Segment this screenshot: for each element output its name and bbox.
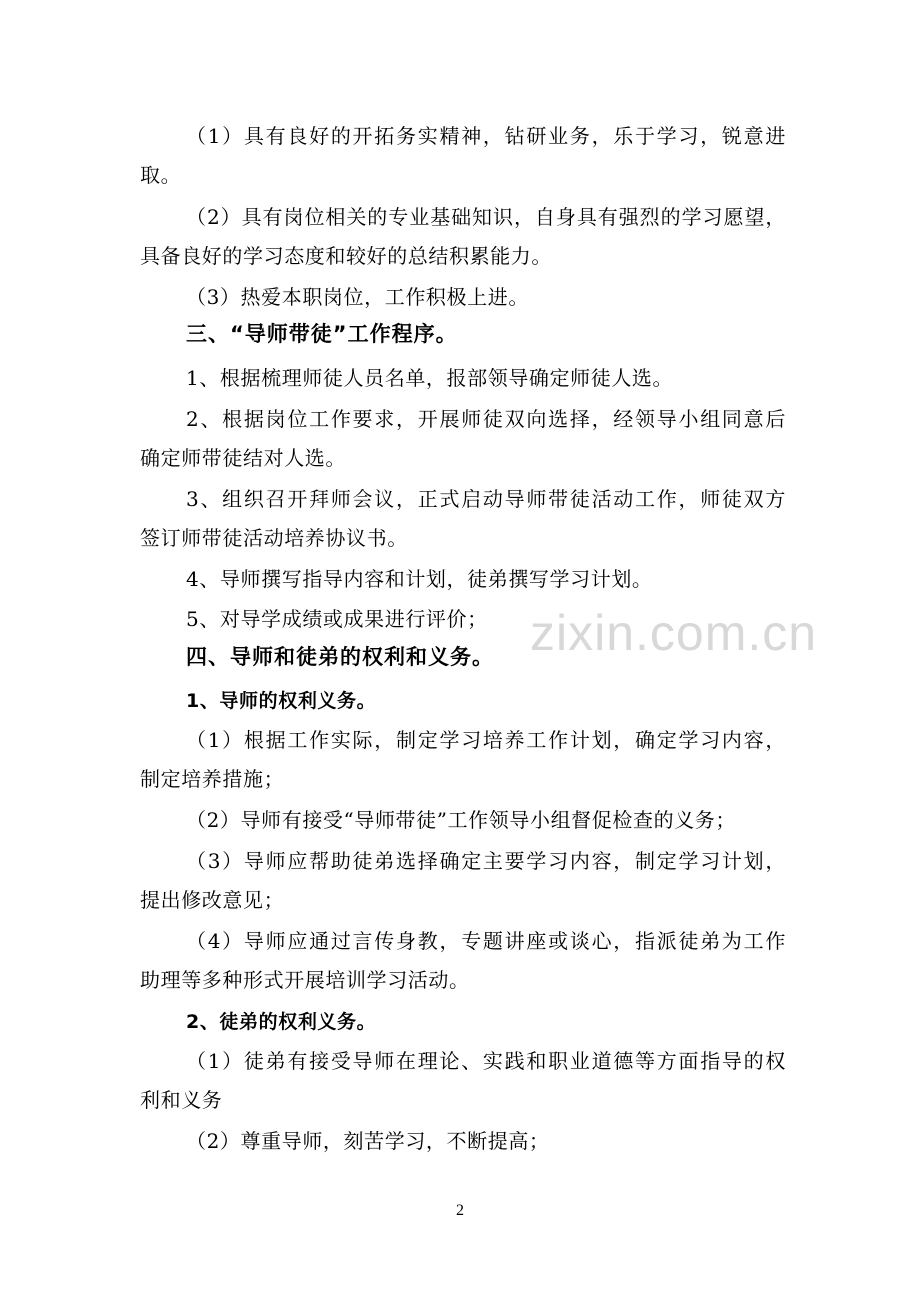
paragraph-line: （2）导师有接受“导师带徒”工作领导小组督促检查的义务； <box>186 808 736 832</box>
paragraph-line: （3）热爱本职岗位，工作积极上进。 <box>186 285 529 309</box>
paragraph-line: （1）根据工作实际，制定学习培养工作计划，确定学习内容， <box>186 728 786 752</box>
paragraph-line: 2、根据岗位工作要求，开展师徒双向选择，经领导小组同意后 <box>186 407 786 431</box>
subsection-heading: 1、导师的权利义务。 <box>186 690 377 712</box>
paragraph-line: （2）尊重导师，刻苦学习，不断提高； <box>186 1129 550 1153</box>
paragraph-line: 1、根据梳理师徒人员名单，报部领导确定师徒人选。 <box>186 366 674 390</box>
page-number: 2 <box>456 1202 464 1219</box>
paragraph-line: （4）导师应通过言传身教，专题讲座或谈心，指派徒弟为工作 <box>186 929 786 953</box>
subsection-heading: 2、徒弟的权利义务。 <box>186 1011 377 1033</box>
paragraph-line: （1）具有良好的开拓务实精神，钻研业务，乐于学习，锐意进 <box>186 124 786 148</box>
paragraph-line: 取。 <box>140 163 182 187</box>
paragraph-line: （3）导师应帮助徒弟选择确定主要学习内容，制定学习计划， <box>186 849 786 873</box>
paragraph-line: 签订师带徒活动培养协议书。 <box>140 526 408 550</box>
paragraph-line: 5、对导学成绩或成果进行评价； <box>186 607 488 631</box>
paragraph-line: 提出修改意见； <box>140 888 285 912</box>
paragraph-line: 利和义务 <box>140 1088 223 1112</box>
section-heading: 四、导师和徒弟的权利和义务。 <box>186 645 494 669</box>
paragraph-line: 具备良好的学习态度和较好的总结积累能力。 <box>140 244 552 268</box>
watermark: zixin.com.cn <box>530 605 818 661</box>
paragraph-line: 确定师带徒结对人选。 <box>140 446 346 470</box>
paragraph-line: 助理等多种形式开展培训学习活动。 <box>140 968 470 992</box>
paragraph-line: 4、导师撰写指导内容和计划，徒弟撰写学习计划。 <box>186 567 653 591</box>
paragraph-line: 制定培养措施； <box>140 767 285 791</box>
paragraph-line: 3、组织召开拜师会议，正式启动导师带徒活动工作，师徒双方 <box>186 487 786 511</box>
paragraph-line: （1）徒弟有接受导师在理论、实践和职业道德等方面指导的权 <box>186 1049 786 1073</box>
section-heading: 三、“导师带徒”工作程序。 <box>186 322 458 346</box>
paragraph-line: （2）具有岗位相关的专业基础知识，自身具有强烈的学习愿望， <box>186 205 786 229</box>
